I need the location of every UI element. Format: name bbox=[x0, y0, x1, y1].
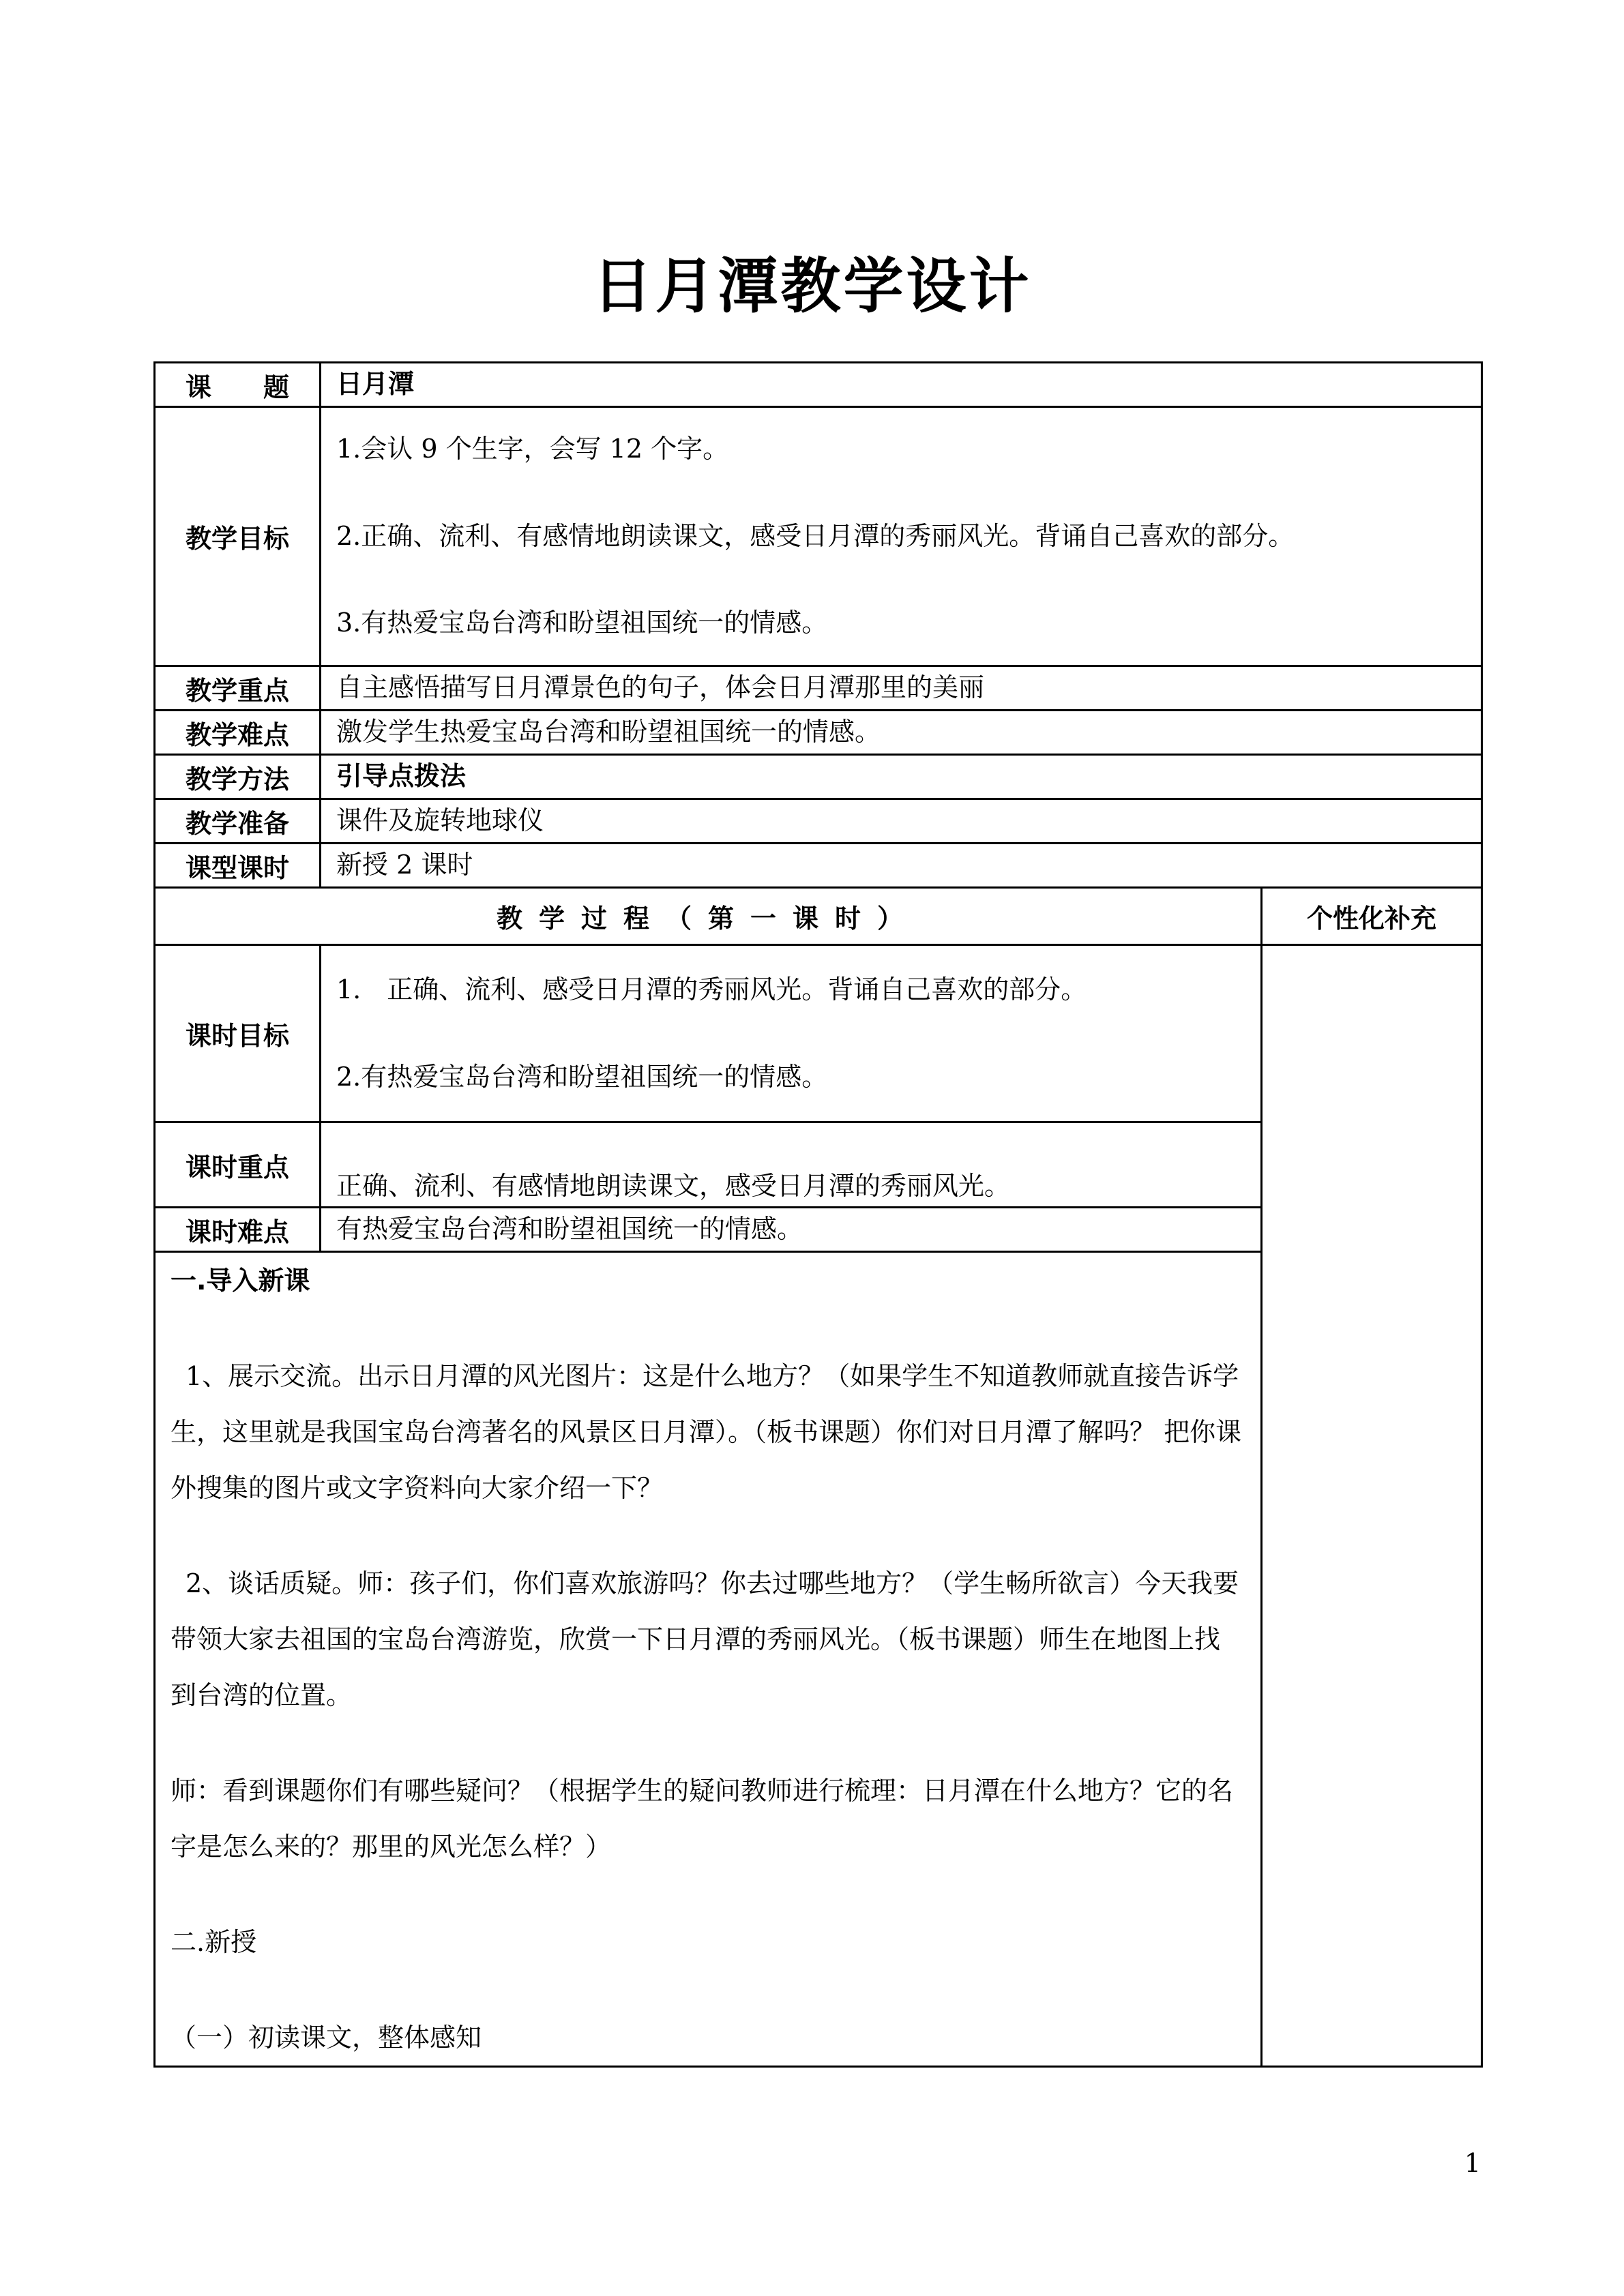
row-focus bbox=[155, 666, 1482, 711]
personalized-supplement-header: 个性化补充 bbox=[1262, 888, 1482, 945]
lesson-difficulty-label: 课时难点 bbox=[155, 1208, 321, 1252]
difficulty-value: 激发学生热爱宝岛台湾和盼望祖国统一的情感。 bbox=[321, 711, 1482, 755]
row-lesson-goals bbox=[155, 945, 1482, 1122]
row-goals bbox=[155, 407, 1482, 666]
subsection-title: （一）初读课文，整体感知 bbox=[171, 2023, 482, 2053]
prep-label: 教学准备 bbox=[155, 799, 321, 844]
page-number: 1 bbox=[1464, 2148, 1481, 2178]
goal-item: 2.正确、流利、有感情地朗读课文，感受日月潭的秀丽风光。背诵自己喜欢的部分。 bbox=[336, 520, 1295, 551]
topic-label: 课 题 bbox=[155, 363, 321, 407]
lesson-difficulty-value: 有热爱宝岛台湾和盼望祖国统一的情感。 bbox=[321, 1208, 1262, 1252]
lesson-focus-label: 课时重点 bbox=[155, 1122, 321, 1208]
section-title: 一.导入新课 bbox=[171, 1266, 310, 1296]
goal-item: 3.有热爱宝岛台湾和盼望祖国统一的情感。 bbox=[336, 608, 828, 638]
page-title: 日月潭教学设计 bbox=[592, 251, 1032, 321]
goal-list bbox=[321, 407, 1482, 666]
row-difficulty bbox=[155, 711, 1482, 755]
type-value: 新授 2 课时 bbox=[321, 844, 1482, 888]
lesson-plan-table bbox=[153, 361, 1483, 2068]
method-label: 教学方法 bbox=[155, 755, 321, 799]
lesson-goal-label: 课时目标 bbox=[155, 945, 321, 1122]
row-prep bbox=[155, 799, 1482, 844]
prep-value: 课件及旋转地球仪 bbox=[321, 799, 1482, 844]
method-value: 引导点拨法 bbox=[321, 755, 1482, 799]
lesson-focus-value: 正确、流利、有感情地朗读课文，感受日月潭的秀丽风光。 bbox=[321, 1122, 1262, 1208]
row-type bbox=[155, 844, 1482, 888]
difficulty-label: 教学难点 bbox=[155, 711, 321, 755]
lesson-goal-list bbox=[321, 945, 1262, 1122]
focus-label: 教学重点 bbox=[155, 666, 321, 711]
topic-value: 日月潭 bbox=[321, 363, 1482, 407]
section-title: 二.新授 bbox=[171, 1927, 257, 1957]
personalized-supplement-cell bbox=[1262, 945, 1482, 2067]
goal-item: 1.会认 9 个生字，会写 12 个字。 bbox=[336, 434, 729, 464]
paragraph: 1、展示交流。出示日月潭的风光图片：这是什么地方？（如果学生不知道教师就直接告诉学生，这里就是我国宝岛台湾著名的风景区日月潭）。（板书课题）你们对日月潭了解吗？ 把你课外搜集的图片或文字资料向大家介绍一下？ bbox=[171, 1361, 1242, 1503]
process-header: 教学过程（第一课时） bbox=[155, 888, 1262, 945]
row-method bbox=[155, 755, 1482, 799]
paragraph: 师：看到课题你们有哪些疑问？（根据学生的疑问教师进行梳理：日月潭在什么地方？它的名字是怎么来的？那里的风光怎么样？） bbox=[171, 1776, 1234, 1862]
lesson-goal-item: 2.有热爱宝岛台湾和盼望祖国统一的情感。 bbox=[336, 1061, 828, 1092]
process-body bbox=[155, 1252, 1262, 2067]
focus-value: 自主感悟描写日月潭景色的句子，体会日月潭那里的美丽 bbox=[321, 666, 1482, 711]
goal-label: 教学目标 bbox=[155, 407, 321, 666]
type-label: 课型课时 bbox=[155, 844, 321, 888]
row-process-header bbox=[155, 888, 1482, 945]
paragraph: 2、谈话质疑。师：孩子们，你们喜欢旅游吗？你去过哪些地方？（学生畅所欲言）今天我要带领大家去祖国的宝岛台湾游览，欣赏一下日月潭的秀丽风光。（板书课题）师生在地图上找到台湾的位置。 bbox=[171, 1568, 1239, 1710]
row-topic bbox=[155, 363, 1482, 407]
lesson-goal-item: 1. 正确、流利、感受日月潭的秀丽风光。背诵自己喜欢的部分。 bbox=[336, 974, 1087, 1004]
